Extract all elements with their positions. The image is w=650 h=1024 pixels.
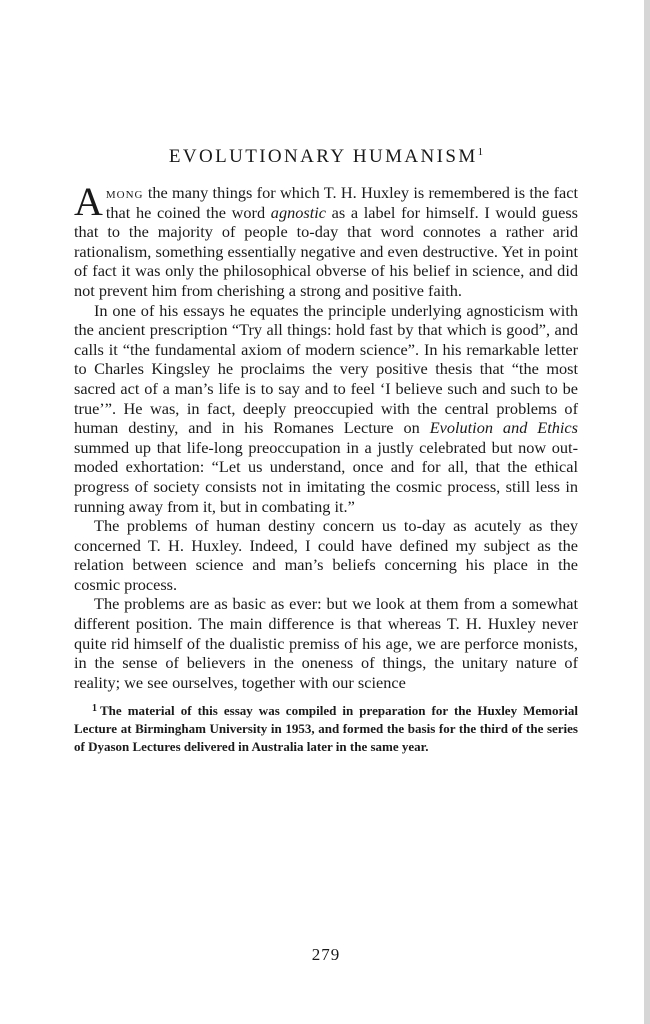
footnote-mark: 1	[92, 703, 97, 715]
footnotes	[74, 700, 578, 755]
chapter-title	[74, 140, 578, 169]
paragraph-4: The problems are as basic as ever: but we look at them from a somewhat different position. The main difference is that whereas T. H. Huxley never quite rid himself of the dualistic premiss of his age, we are perforce monists, in the sense of believers in the oneness of things, the unitary nature of reality; we see ourselves, together with our science	[74, 594, 578, 692]
footnote-text: The material of this essay was compiled in preparation for the Huxley Memorial Lecture at Birmingham University in 1953, and formed the basis for the third of the series of Dyason Lectures delivered in Australia later in the same year.	[74, 703, 578, 754]
opening-smallcaps: mong	[105, 183, 144, 202]
paragraph-1-text-a: the many things for which T. H. Huxley is remembered is the fact that he coined the word	[105, 183, 578, 222]
book-page	[74, 140, 578, 964]
italic-term-agnostic: agnostic	[270, 202, 326, 222]
page-edge-shadow	[644, 0, 650, 1024]
drop-cap: A	[74, 179, 103, 224]
paragraph-1-text-b: as a label for himself. I would guess that to the majority of people to-day that word connotes a rather arid rationalism, something essentially negative and even destructive. Yet in point of fact it was only the philosophical obverse of his belief in science, and did not prevent him from cherishing a strong and positive faith.	[74, 202, 578, 300]
page-number: 279	[311, 945, 341, 964]
paragraph-2	[74, 301, 578, 517]
paragraph-1	[74, 179, 578, 301]
body-text	[74, 179, 578, 692]
paragraph-2-text-a: In one of his essays he equates the principle underlying agnosticism with the ancient prescription “Try all things: hold fast by that which is good”, and calls it “the fundamental axiom of modern science”. In his remarkable letter to Charles Kingsley he proclaims the very positive thesis that “the most sacred act of a man’s life is to say and to feel ‘I believe such and such to be true’”. He was, in fact, deeply preoccupied with the central problems of human destiny, and in his Romanes Lecture on	[74, 300, 578, 438]
italic-title-evolution-ethics: Evolution and Ethics	[429, 418, 578, 438]
chapter-title-text: EVOLUTIONARY HUMANISM	[168, 146, 478, 167]
paragraph-3: The problems of human destiny concern us to-day as acutely as they concerned T. H. Huxley. Indeed, I could have defined my subject as the relation between science and man’s beliefs concerning his place in the cosmic process.	[74, 516, 578, 594]
footnote-1	[74, 700, 578, 755]
title-footnote-mark: 1	[477, 146, 484, 158]
paragraph-2-text-b: summed up that life-long preoccupation in a justly celebrated but now out-moded exhortation: “Let us understand, once and for all, that the ethical progress of society consists not in imitating the cosmic process, still less in running away from it, but in combating it.”	[74, 437, 578, 516]
